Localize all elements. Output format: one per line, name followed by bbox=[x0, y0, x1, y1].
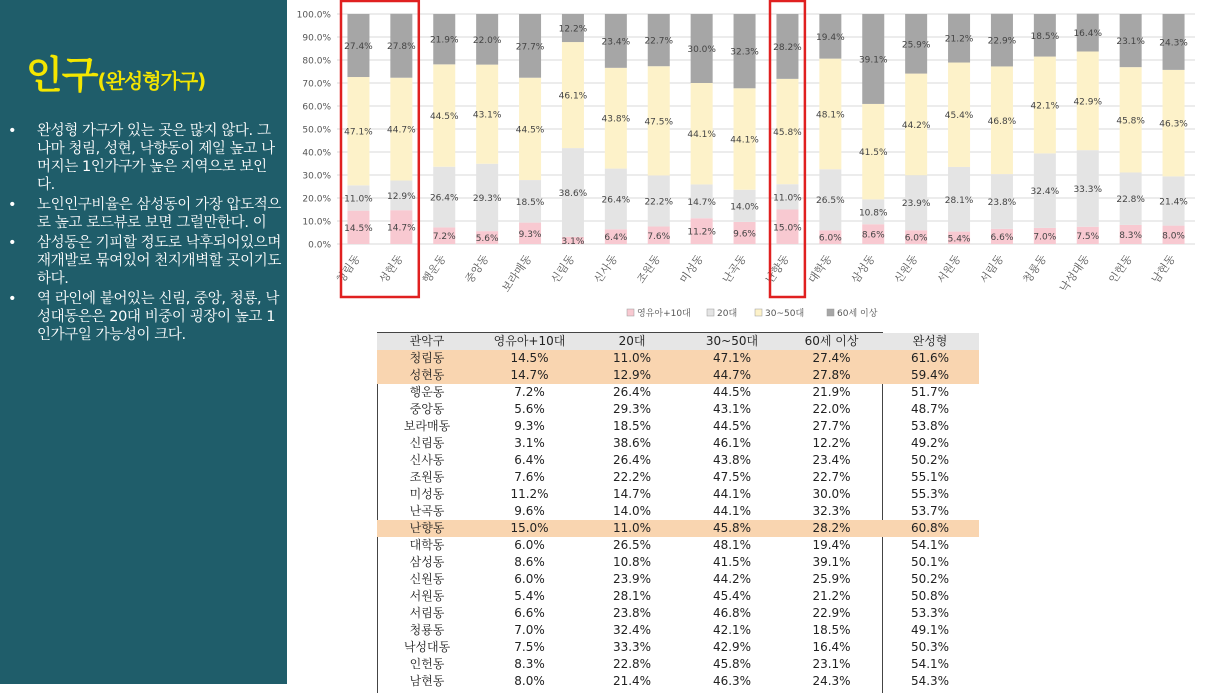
data-label: 14.7% bbox=[687, 197, 716, 208]
x-tick-label: 서림동 bbox=[977, 252, 1007, 286]
data-label: 18.5% bbox=[1030, 31, 1060, 42]
data-label: 23.4% bbox=[601, 37, 631, 48]
x-tick-label: 보라매동 bbox=[499, 252, 535, 295]
table-row bbox=[377, 588, 979, 605]
table-cell: 3.1% bbox=[514, 436, 545, 450]
data-label: 10.8% bbox=[858, 208, 888, 219]
y-tick-label: 10.0% bbox=[302, 217, 331, 228]
table-cell: 54.1% bbox=[910, 657, 950, 671]
table-cell: 21.9% bbox=[812, 385, 851, 399]
table-row bbox=[377, 435, 979, 452]
table-cell: 54.3% bbox=[910, 674, 950, 688]
data-label: 42.9% bbox=[1073, 97, 1103, 108]
table-cell: 5.6% bbox=[514, 402, 545, 416]
table-cell: 33.3% bbox=[612, 640, 652, 654]
table-cell: 44.7% bbox=[682, 367, 782, 384]
table-cell: 26.4% bbox=[612, 453, 652, 467]
table-header-cell: 완성형 bbox=[881, 333, 979, 350]
data-label: 45.8% bbox=[773, 128, 802, 139]
table-row bbox=[377, 605, 979, 622]
table-row bbox=[377, 673, 979, 690]
table-cell: 23.9% bbox=[612, 572, 652, 586]
table-row bbox=[377, 452, 979, 469]
data-label: 23.1% bbox=[1116, 37, 1145, 48]
table-row bbox=[377, 401, 979, 418]
x-tick-label: 행운동 bbox=[419, 252, 449, 286]
data-label: 11.2% bbox=[687, 227, 716, 238]
data-label: 6.0% bbox=[904, 233, 928, 244]
table-cell: 45.8% bbox=[712, 657, 752, 671]
data-label: 9.3% bbox=[518, 229, 542, 240]
table-cell: 50.1% bbox=[910, 555, 950, 569]
table-row-label: 삼성동 bbox=[409, 555, 445, 569]
data-label: 26.5% bbox=[816, 196, 845, 207]
data-label: 28.2% bbox=[773, 42, 802, 53]
table-row bbox=[377, 639, 979, 656]
table-row bbox=[377, 367, 979, 384]
table-cell: 22.2% bbox=[612, 470, 652, 484]
table-cell: 28.1% bbox=[612, 589, 652, 603]
table-row-label: 신사동 bbox=[409, 453, 445, 467]
table-cell: 53.8% bbox=[910, 419, 950, 433]
x-tick-label: 서원동 bbox=[934, 252, 964, 286]
data-label: 21.9% bbox=[429, 35, 459, 46]
table-cell: 15.0% bbox=[477, 520, 582, 537]
table-row-label: 조원동 bbox=[409, 470, 445, 484]
table-cell: 45.4% bbox=[712, 589, 752, 603]
table-row-label: 미성동 bbox=[409, 487, 445, 501]
data-label: 46.1% bbox=[558, 91, 588, 102]
data-label: 14.0% bbox=[730, 202, 759, 213]
data-label: 9.6% bbox=[733, 229, 756, 240]
table-cell: 50.2% bbox=[910, 572, 950, 586]
table-row-label: 서원동 bbox=[409, 589, 445, 603]
table-cell: 21.4% bbox=[612, 674, 652, 688]
table-row-label: 성현동 bbox=[377, 367, 477, 384]
data-label: 8.6% bbox=[861, 230, 885, 241]
table-cell: 14.7% bbox=[477, 367, 582, 384]
table-cell: 8.0% bbox=[514, 674, 545, 688]
data-label: 15.0% bbox=[773, 223, 802, 234]
data-label: 6.4% bbox=[604, 233, 628, 244]
table-cell: 38.6% bbox=[612, 436, 652, 450]
table-cell: 9.3% bbox=[514, 419, 545, 433]
table-row-label: 행운동 bbox=[409, 385, 445, 399]
legend-label: 20대 bbox=[717, 309, 738, 319]
table-row-label: 신림동 bbox=[409, 436, 445, 450]
bullet-text: 삼성동은 기피할 정도로 낙후되어있으며 재개발로 묶여있어 천지개벽할 곳이기도 하다. bbox=[37, 235, 281, 287]
table-cell: 26.4% bbox=[612, 385, 652, 399]
table-cell: 53.7% bbox=[910, 504, 950, 518]
data-label: 22.9% bbox=[987, 36, 1017, 47]
data-label: 44.2% bbox=[901, 120, 931, 131]
bullet-icon: • bbox=[8, 291, 17, 307]
table-row-label: 보라매동 bbox=[403, 419, 451, 433]
table-row-label: 인헌동 bbox=[409, 657, 445, 671]
data-label: 47.1% bbox=[344, 127, 373, 138]
data-label: 21.4% bbox=[1159, 197, 1188, 208]
data-label: 33.3% bbox=[1073, 184, 1103, 195]
bullet-icon: • bbox=[8, 197, 17, 213]
x-tick-label: 난곡동 bbox=[720, 252, 750, 286]
data-label: 14.7% bbox=[387, 223, 416, 234]
table-row bbox=[377, 503, 979, 520]
table-cell: 54.1% bbox=[910, 538, 950, 552]
data-label: 44.5% bbox=[515, 125, 545, 136]
x-tick-label: 청림동 bbox=[333, 252, 363, 286]
table-cell: 18.5% bbox=[612, 419, 652, 433]
data-label: 45.4% bbox=[944, 111, 974, 122]
table-cell: 24.3% bbox=[812, 674, 851, 688]
table-cell: 27.7% bbox=[812, 419, 851, 433]
table-cell: 18.5% bbox=[812, 623, 851, 637]
table-header-cell: 60세 이상 bbox=[782, 333, 881, 350]
data-label: 44.1% bbox=[730, 135, 759, 146]
data-label: 41.5% bbox=[858, 148, 888, 159]
table-cell: 43.8% bbox=[712, 453, 752, 467]
data-label: 45.8% bbox=[1116, 116, 1145, 127]
table-row bbox=[377, 384, 979, 401]
table-cell: 23.1% bbox=[812, 657, 851, 671]
table-cell: 47.1% bbox=[682, 350, 782, 367]
table-cell: 41.5% bbox=[712, 555, 752, 569]
bullet-list bbox=[8, 122, 283, 346]
y-tick-label: 80.0% bbox=[302, 56, 331, 67]
data-label: 18.5% bbox=[515, 197, 545, 208]
table-cell: 46.8% bbox=[712, 606, 752, 620]
table-header-cell: 30~50대 bbox=[682, 333, 782, 350]
data-label: 7.0% bbox=[1033, 232, 1057, 243]
x-tick-label: 삼성동 bbox=[848, 252, 878, 286]
table-cell: 27.8% bbox=[782, 367, 881, 384]
table-header-cell: 20대 bbox=[582, 333, 682, 350]
table-row bbox=[377, 486, 979, 503]
data-label: 27.4% bbox=[344, 42, 373, 53]
table-cell: 49.1% bbox=[910, 623, 950, 637]
data-label: 22.8% bbox=[1116, 195, 1145, 206]
table-cell: 44.5% bbox=[712, 419, 752, 433]
data-label: 7.2% bbox=[432, 232, 456, 243]
data-label: 5.6% bbox=[475, 234, 499, 245]
table-cell: 46.3% bbox=[712, 674, 752, 688]
x-tick-label: 중앙동 bbox=[462, 252, 492, 286]
table-cell: 55.1% bbox=[910, 470, 950, 484]
data-label: 32.3% bbox=[730, 47, 759, 58]
data-label: 14.5% bbox=[344, 223, 373, 234]
data-label: 3.1% bbox=[561, 236, 585, 247]
table-cell: 22.9% bbox=[812, 606, 851, 620]
table-cell: 26.5% bbox=[612, 538, 652, 552]
bullet-item bbox=[8, 122, 283, 194]
data-label: 27.8% bbox=[387, 42, 416, 53]
data-label: 27.7% bbox=[515, 42, 545, 53]
table-cell: 11.0% bbox=[582, 350, 682, 367]
bullet-text: 노인인구비율은 삼성동이 가장 압도적으로 높고 로드뷰로 보면 그럴만한다. 이 bbox=[37, 197, 281, 231]
data-table bbox=[377, 333, 979, 690]
data-label: 44.7% bbox=[387, 125, 416, 136]
data-label: 32.4% bbox=[1030, 187, 1060, 198]
table-row bbox=[377, 656, 979, 673]
data-label: 44.5% bbox=[429, 112, 459, 123]
x-tick-label: 청룡동 bbox=[1020, 252, 1050, 286]
table-cell: 45.8% bbox=[682, 520, 782, 537]
legend-swatch bbox=[755, 309, 762, 316]
data-label: 6.6% bbox=[990, 232, 1014, 243]
table-cell: 12.2% bbox=[812, 436, 851, 450]
table-cell: 7.0% bbox=[514, 623, 545, 637]
x-tick-label: 낙성대동 bbox=[1057, 252, 1093, 295]
x-tick-label: 성현동 bbox=[376, 252, 406, 286]
table-cell: 6.0% bbox=[514, 572, 545, 586]
data-label: 48.1% bbox=[816, 110, 845, 121]
table-cell: 5.4% bbox=[514, 589, 545, 603]
table-cell: 48.1% bbox=[712, 538, 752, 552]
stacked-bar-chart bbox=[287, 0, 1215, 332]
table-cell: 48.7% bbox=[910, 402, 950, 416]
bullet-text: 역 라인에 붙어있는 신림, 중앙, 청룡, 낙성대동은은 20대 비중이 굉장이 높고 1인가구일 가능성이 크다. bbox=[37, 291, 279, 343]
bullet-item bbox=[8, 234, 283, 288]
table-cell: 32.3% bbox=[812, 504, 851, 518]
data-label: 12.9% bbox=[387, 191, 416, 202]
table-row-label: 청룡동 bbox=[409, 623, 445, 637]
x-tick-label: 난향동 bbox=[762, 252, 792, 286]
table-cell: 6.4% bbox=[514, 453, 545, 467]
table-cell: 44.1% bbox=[712, 487, 752, 501]
bullet-text: 완성형 가구가 있는 곳은 많지 않다. 그나마 청림, 성현, 낙향동이 제일 높고 나머지는 1인가구가 높은 지역으로 보인다. bbox=[37, 123, 275, 193]
table-row-label: 서림동 bbox=[409, 606, 445, 620]
legend-swatch bbox=[627, 309, 634, 316]
page-title bbox=[26, 44, 205, 99]
table-row-label: 낙성대동 bbox=[403, 640, 451, 654]
data-label: 6.0% bbox=[818, 233, 842, 244]
y-tick-label: 70.0% bbox=[302, 79, 331, 90]
x-tick-label: 신원동 bbox=[891, 252, 921, 286]
table-cell: 60.8% bbox=[881, 520, 979, 537]
table-cell: 53.3% bbox=[910, 606, 950, 620]
table-cell: 49.2% bbox=[910, 436, 950, 450]
table-cell: 22.0% bbox=[812, 402, 851, 416]
data-label: 43.8% bbox=[601, 114, 631, 125]
table-cell: 42.9% bbox=[712, 640, 752, 654]
data-label: 42.1% bbox=[1030, 101, 1060, 112]
table-cell: 14.5% bbox=[477, 350, 582, 367]
legend-label: 30~50대 bbox=[765, 309, 805, 319]
bullet-icon: • bbox=[8, 123, 17, 139]
data-label: 19.4% bbox=[816, 32, 845, 43]
table-cell: 59.4% bbox=[881, 367, 979, 384]
y-tick-label: 60.0% bbox=[302, 102, 331, 113]
data-label: 25.9% bbox=[901, 40, 931, 51]
data-label: 26.4% bbox=[429, 193, 459, 204]
data-label: 46.3% bbox=[1159, 119, 1188, 130]
data-label: 22.2% bbox=[644, 197, 674, 208]
data-label: 8.3% bbox=[1119, 230, 1143, 241]
y-tick-label: 50.0% bbox=[302, 125, 331, 136]
table-row bbox=[377, 554, 979, 571]
table-cell: 8.6% bbox=[514, 555, 545, 569]
table-cell: 11.0% bbox=[582, 520, 682, 537]
y-tick-label: 40.0% bbox=[302, 148, 331, 159]
data-label: 22.7% bbox=[644, 36, 674, 47]
table-cell: 19.4% bbox=[812, 538, 851, 552]
bullet-item bbox=[8, 290, 283, 344]
data-label: 7.6% bbox=[647, 231, 671, 242]
table-cell: 7.2% bbox=[514, 385, 545, 399]
data-label: 46.8% bbox=[987, 116, 1017, 127]
x-tick-label: 대학동 bbox=[805, 252, 835, 286]
page-title-main: 인구 bbox=[26, 53, 98, 97]
table-cell: 11.2% bbox=[510, 487, 549, 501]
legend-swatch bbox=[707, 309, 714, 316]
table-row bbox=[377, 571, 979, 588]
data-label: 43.1% bbox=[472, 110, 502, 121]
table-cell: 55.3% bbox=[910, 487, 950, 501]
table-cell: 42.1% bbox=[712, 623, 752, 637]
table-cell: 50.2% bbox=[910, 453, 950, 467]
data-label: 26.4% bbox=[601, 195, 631, 206]
data-label: 29.3% bbox=[472, 193, 502, 204]
table-cell: 14.0% bbox=[612, 504, 652, 518]
table-cell: 12.9% bbox=[582, 367, 682, 384]
table-cell: 30.0% bbox=[812, 487, 851, 501]
table-cell: 27.4% bbox=[782, 350, 881, 367]
table-row-label: 청림동 bbox=[377, 350, 477, 367]
data-label: 23.9% bbox=[901, 199, 931, 210]
table-cell: 51.7% bbox=[910, 385, 950, 399]
y-tick-label: 100.0% bbox=[296, 10, 331, 21]
table-row bbox=[377, 469, 979, 486]
table-cell: 46.1% bbox=[712, 436, 752, 450]
data-label: 11.0% bbox=[773, 193, 802, 204]
bullet-item bbox=[8, 196, 283, 232]
table-cell: 22.8% bbox=[612, 657, 652, 671]
table-row bbox=[377, 622, 979, 639]
data-label: 38.6% bbox=[558, 188, 588, 199]
table-header-row bbox=[377, 333, 979, 350]
table-cell: 16.4% bbox=[812, 640, 851, 654]
data-label: 28.1% bbox=[944, 195, 974, 206]
data-label: 16.4% bbox=[1073, 29, 1103, 40]
table-row-label: 대학동 bbox=[409, 538, 445, 552]
table-row bbox=[377, 520, 979, 537]
table-row bbox=[377, 350, 979, 367]
table-cell: 25.9% bbox=[812, 572, 851, 586]
table-cell: 6.6% bbox=[514, 606, 545, 620]
sidebar-panel bbox=[0, 0, 287, 684]
data-label: 7.5% bbox=[1076, 231, 1100, 242]
x-tick-label: 신림동 bbox=[548, 252, 578, 286]
data-label: 12.2% bbox=[558, 24, 588, 35]
table-row bbox=[377, 537, 979, 554]
y-tick-label: 90.0% bbox=[302, 33, 331, 44]
data-label: 5.4% bbox=[947, 234, 971, 245]
data-label: 44.1% bbox=[687, 130, 716, 141]
table-cell: 61.6% bbox=[881, 350, 979, 367]
bullet-icon: • bbox=[8, 235, 17, 251]
table-body bbox=[377, 350, 979, 690]
x-tick-label: 남현동 bbox=[1149, 252, 1179, 286]
table-cell: 22.7% bbox=[812, 470, 851, 484]
table-cell: 21.2% bbox=[812, 589, 851, 603]
table-cell: 8.3% bbox=[514, 657, 545, 671]
legend-swatch bbox=[827, 309, 834, 316]
table-cell: 6.0% bbox=[514, 538, 545, 552]
x-tick-label: 미성동 bbox=[677, 252, 707, 286]
legend-label: 60세 이상 bbox=[837, 309, 878, 319]
table-cell: 28.2% bbox=[782, 520, 881, 537]
table-row bbox=[377, 418, 979, 435]
y-tick-label: 30.0% bbox=[302, 171, 331, 182]
table-row-label: 난향동 bbox=[377, 520, 477, 537]
data-label: 11.0% bbox=[344, 194, 373, 205]
data-label: 23.8% bbox=[987, 197, 1017, 208]
table-cell: 50.3% bbox=[910, 640, 950, 654]
data-label: 8.0% bbox=[1162, 231, 1185, 242]
x-tick-label: 조원동 bbox=[634, 252, 664, 286]
data-label: 24.3% bbox=[1159, 38, 1188, 49]
data-label: 47.5% bbox=[644, 117, 674, 128]
y-tick-label: 20.0% bbox=[302, 194, 331, 205]
table-cell: 44.1% bbox=[712, 504, 752, 518]
table-cell: 50.8% bbox=[910, 589, 950, 603]
data-label: 21.2% bbox=[944, 34, 974, 45]
data-label: 22.0% bbox=[472, 35, 502, 46]
x-tick-label: 인헌동 bbox=[1106, 252, 1136, 286]
data-label: 30.0% bbox=[687, 45, 716, 55]
legend-label: 영유아+10대 bbox=[637, 309, 691, 319]
table-cell: 39.1% bbox=[812, 555, 851, 569]
table-header-cell: 영유아+10대 bbox=[477, 333, 582, 350]
x-tick-label: 신사동 bbox=[591, 252, 621, 286]
table-cell: 14.7% bbox=[612, 487, 652, 501]
table-cell: 44.2% bbox=[712, 572, 752, 586]
table-cell: 9.6% bbox=[514, 504, 545, 518]
table-header-cell: 관악구 bbox=[377, 333, 477, 350]
table-cell: 7.6% bbox=[514, 470, 545, 484]
page-title-sub: (완성형가구) bbox=[97, 69, 206, 93]
table-cell: 7.5% bbox=[514, 640, 545, 654]
table-cell: 23.4% bbox=[812, 453, 851, 467]
table-cell: 43.1% bbox=[712, 402, 752, 416]
table-cell: 10.8% bbox=[612, 555, 652, 569]
table-row-label: 난곡동 bbox=[409, 504, 445, 518]
table-cell: 23.8% bbox=[612, 606, 652, 620]
y-tick-label: 0.0% bbox=[308, 240, 331, 251]
table-cell: 44.5% bbox=[712, 385, 752, 399]
table-row-label: 신원동 bbox=[409, 572, 445, 586]
table-row-label: 중앙동 bbox=[409, 402, 445, 416]
table-cell: 32.4% bbox=[612, 623, 652, 637]
table-cell: 47.5% bbox=[712, 470, 752, 484]
table-cell: 29.3% bbox=[612, 402, 652, 416]
data-label: 39.1% bbox=[858, 55, 888, 66]
table-row-label: 남현동 bbox=[409, 674, 445, 688]
